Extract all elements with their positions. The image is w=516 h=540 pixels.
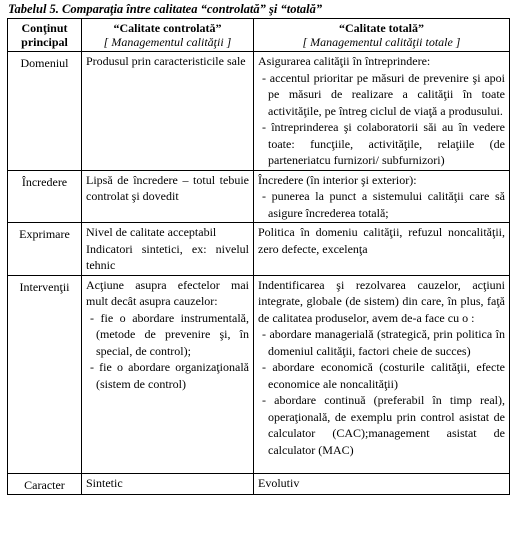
table-row bbox=[8, 52, 510, 171]
table-caption: Tabelul 5. Comparaţia între calitatea “controlată” şi “totală” bbox=[8, 2, 323, 16]
cell-text-line: - întreprinderea şi colaboratorii săi au în vedere toate: funcţiile, activităţile, relaţiile (de parteneriatcu furnizori/ subfurnizori) bbox=[262, 120, 505, 167]
total-quality-cell bbox=[254, 275, 510, 473]
controlled-quality-cell bbox=[82, 473, 254, 495]
cell-text-line: Politica în domeniu calităţii, refuzul noncalităţii, zero defecte, excelenţa bbox=[258, 225, 505, 256]
row-category: Încredere bbox=[8, 170, 82, 223]
cell-text-line: Încredere (în interior şi exterior): bbox=[258, 172, 417, 187]
header-total-subtitle: [ Managementul calităţii totale ] bbox=[302, 35, 461, 49]
cell-text-line: - fie o abordare organizaţională (sistem de control) bbox=[90, 360, 249, 391]
table-row bbox=[8, 473, 510, 495]
cell-text-line: - abordare continuă (preferabil în timp real), operaţională, de exemplu prin control asistat de calculator (CAC);management asistat de calculator (MAC) bbox=[262, 393, 505, 457]
cell-text-line: - punerea la punct a sistemului calităţii care să asigure încrederea totală; bbox=[262, 189, 505, 220]
row-category: Intervenţii bbox=[8, 275, 82, 473]
controlled-quality-cell bbox=[82, 275, 254, 473]
header-content: Conţinut principal bbox=[8, 19, 82, 52]
header-row bbox=[8, 19, 510, 52]
comparison-table bbox=[7, 18, 510, 495]
header-total-quality bbox=[254, 19, 510, 52]
controlled-quality-cell bbox=[82, 52, 254, 171]
controlled-quality-cell bbox=[82, 223, 254, 276]
table-row bbox=[8, 223, 510, 276]
cell-text-line: - fie o abordare instrumentală, (metode de prevenire şi, în special, de control); bbox=[90, 310, 249, 358]
header-controlled-subtitle: [ Managementul calităţii ] bbox=[103, 35, 232, 49]
cell-text-line: Acţiune asupra efectelor mai mult decât asupra cauzelor: bbox=[86, 277, 249, 308]
row-category: Domeniul bbox=[8, 52, 82, 171]
cell-text-line: - abordare economică (costurile calităţii, efecte economice ale noncalităţii) bbox=[262, 360, 505, 391]
cell-text-line: Indentificarea şi rezolvarea cauzelor, acţiuni integrate, globale (de sistem) din care, în plus, faţă de calitatea produselor, avem de-a face cu o : bbox=[258, 277, 505, 325]
cell-text-line: Produsul prin caracteristicile sale bbox=[86, 54, 246, 68]
total-quality-cell bbox=[254, 223, 510, 276]
table-row bbox=[8, 275, 510, 473]
cell-text-line: - accentul prioritar pe măsuri de prevenire şi apoi pe măsuri de realizare a calităţii în toate activităţile, pe întreg ciclul de viaţă a produsului. bbox=[262, 70, 505, 118]
cell-text-line: Indicatori sintetici, ex: nivelul tehnic bbox=[86, 241, 249, 272]
cell-text-line: Evolutiv bbox=[258, 475, 300, 490]
header-total-title: “Calitate totală” bbox=[339, 21, 424, 35]
cell-text-line: Sintetic bbox=[86, 475, 123, 490]
controlled-quality-cell bbox=[82, 170, 254, 223]
total-quality-cell bbox=[254, 473, 510, 495]
cell-text-line: Nivel de calitate acceptabil bbox=[86, 225, 217, 239]
cell-text-line: - abordare managerială (strategică, prin politica în domeniul calităţii, factori cheie de succes) bbox=[262, 327, 505, 358]
row-category: Exprimare bbox=[8, 223, 82, 276]
table-row bbox=[8, 170, 510, 223]
header-controlled-title: “Calitate controlată” bbox=[113, 21, 222, 35]
row-category: Caracter bbox=[8, 473, 82, 495]
header-controlled-quality bbox=[82, 19, 254, 52]
cell-text-line: Lipsă de încredere – totul tebuie controlat şi dovedit bbox=[86, 172, 249, 203]
cell-text-line: Asigurarea calităţii în întreprindere: bbox=[258, 54, 431, 68]
total-quality-cell bbox=[254, 52, 510, 171]
total-quality-cell bbox=[254, 170, 510, 223]
